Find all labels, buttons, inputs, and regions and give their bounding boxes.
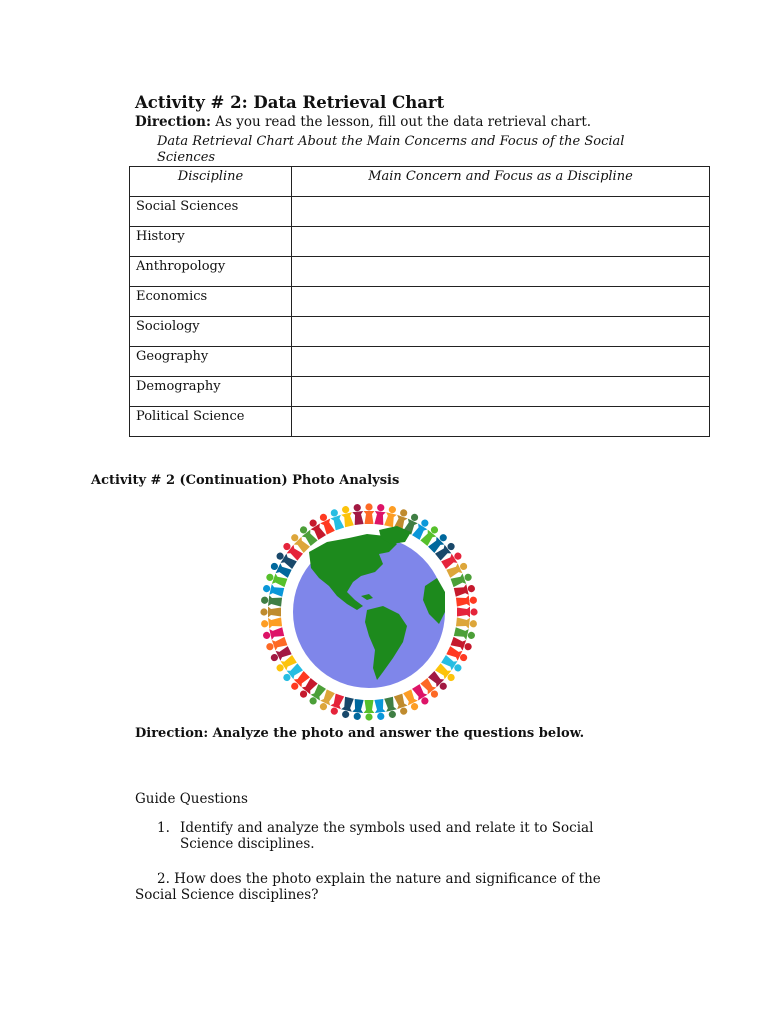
- person-figure: [457, 607, 478, 618]
- discipline-cell: Social Sciences: [130, 197, 292, 227]
- person-figure: [260, 607, 281, 618]
- table-row: [130, 197, 710, 227]
- answer-cell[interactable]: [292, 227, 710, 257]
- table-row: [130, 377, 710, 407]
- table-row: [130, 317, 710, 347]
- direction-line: [135, 114, 591, 130]
- discipline-cell: Sociology: [130, 317, 292, 347]
- answer-cell[interactable]: [292, 257, 710, 287]
- person-figure: [364, 503, 375, 524]
- person-figure: [456, 616, 478, 629]
- activity-title: Activity # 2: Data Retrieval Chart: [135, 93, 445, 112]
- table-header-row: [130, 167, 710, 197]
- discipline-cell: History: [130, 227, 292, 257]
- header-discipline: Discipline: [130, 167, 292, 197]
- person-figure: [373, 503, 386, 525]
- person-figure: [373, 699, 386, 721]
- chart-caption: Data Retrieval Chart About the Main Concerns and Focus of the Social Sciences: [157, 134, 625, 165]
- question-1-number: 1.: [157, 820, 170, 836]
- answer-cell[interactable]: [292, 377, 710, 407]
- header-main-concern: Main Concern and Focus as a Discipline: [292, 167, 710, 197]
- discipline-cell: Demography: [130, 377, 292, 407]
- continuation-title: Activity # 2 (Continuation) Photo Analysis: [91, 473, 400, 488]
- discipline-cell: Economics: [130, 287, 292, 317]
- answer-cell[interactable]: [292, 317, 710, 347]
- data-retrieval-table: [129, 166, 710, 437]
- answer-cell[interactable]: [292, 347, 710, 377]
- person-figure: [260, 594, 282, 607]
- table-row: [130, 257, 710, 287]
- question-1-text: Identify and analyze the symbols used and relate it to Social Science disciplines.: [180, 820, 594, 852]
- direction-text: As you read the lesson, fill out the data retrieval chart.: [210, 114, 592, 130]
- table-row: [130, 407, 710, 437]
- table-row: [130, 227, 710, 257]
- answer-cell[interactable]: [292, 407, 710, 437]
- question-2-text: 2. How does the photo explain the nature and significance of the Social Science disciplines?: [135, 871, 601, 903]
- guide-questions-heading: Guide Questions: [135, 791, 248, 807]
- person-figure: [456, 594, 478, 607]
- person-figure: [351, 503, 364, 525]
- direction-label: Direction:: [135, 114, 211, 130]
- discipline-cell: Geography: [130, 347, 292, 377]
- discipline-cell: Anthropology: [130, 257, 292, 287]
- globe-people-photo: [257, 500, 481, 724]
- table-row: [130, 347, 710, 377]
- person-figure: [351, 699, 364, 721]
- table-row: [130, 287, 710, 317]
- guide-question-2: [135, 871, 615, 903]
- person-figure: [364, 700, 375, 721]
- person-figure: [260, 616, 282, 629]
- answer-cell[interactable]: [292, 287, 710, 317]
- answer-cell[interactable]: [292, 197, 710, 227]
- discipline-cell: Political Science: [130, 407, 292, 437]
- photo-direction: Direction: Analyze the photo and answer the questions below.: [135, 726, 585, 741]
